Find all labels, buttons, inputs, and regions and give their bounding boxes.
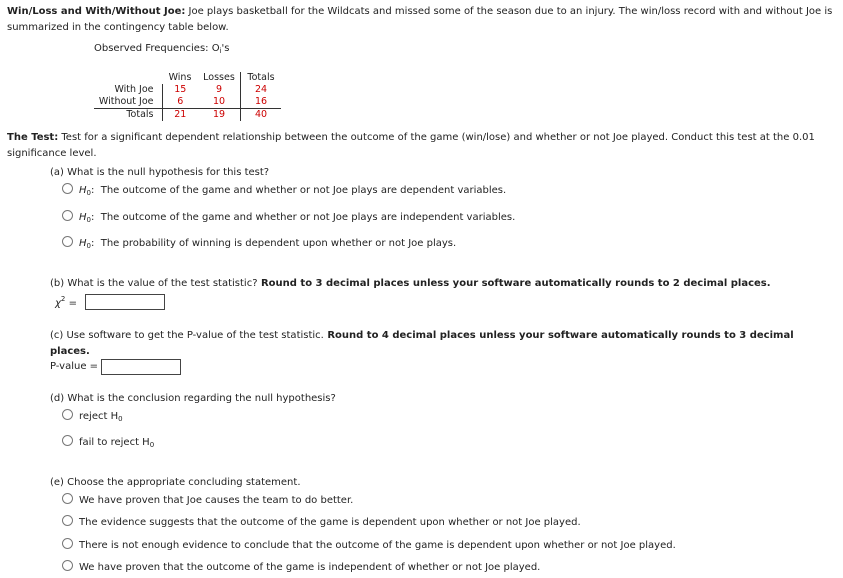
h0-sub: 0 <box>86 242 91 250</box>
option-text: There is not enough evidence to conclude that the outcome of the game is dependent upon whether or not Joe played. <box>79 540 676 551</box>
h0-sub: 0 <box>149 441 155 449</box>
test-paragraph <box>7 130 837 162</box>
part-d-question: (d) What is the conclusion regarding the null hypothesis? <box>50 393 336 404</box>
option-text: The probability of winning is dependent upon whether or not Joe plays. <box>100 238 457 249</box>
header-losses: Losses <box>203 72 235 83</box>
part-a-option-1[interactable]: $H_0$: The outcome of the game and whether or not Joe plays are dependent variables. <box>62 183 506 197</box>
header-wins: Wins <box>168 72 192 83</box>
table-header-row <box>94 72 281 84</box>
cell: 6 <box>162 96 198 109</box>
row-label: With Joe <box>114 84 154 95</box>
caption-tail: 's <box>221 43 230 54</box>
intro-text: Joe plays basketball for the Wildcats and missed some of the season due to an injury. The win/loss record with and without Joe is summarized in the contingency table below. <box>7 6 833 33</box>
option-text: reject H <box>79 411 119 422</box>
radio-button[interactable] <box>62 538 73 549</box>
part-e-option-3[interactable] <box>62 538 676 551</box>
intro-title: Win/Loss and With/Without Joe: <box>7 6 186 17</box>
header-totals: Totals <box>241 72 282 84</box>
radio-button[interactable] <box>62 560 73 571</box>
option-text: fail to reject H <box>79 437 150 448</box>
h0-symbol: H <box>79 212 87 223</box>
caption-sub: i <box>219 47 222 55</box>
part-e-option-2[interactable] <box>62 515 581 528</box>
row-label: Without Joe <box>94 96 162 109</box>
part-a-option-2[interactable]: $H_0$: The outcome of the game and whether or not Joe plays are independent variables. <box>62 210 515 224</box>
instruction-text: Round to 3 decimal places unless your software automatically rounds to 2 decimal places. <box>257 278 771 289</box>
cell: 15 <box>162 84 198 96</box>
radio-button[interactable] <box>62 493 73 504</box>
caption-text: Observed Frequencies: O <box>94 43 220 54</box>
part-e-question: (e) Choose the appropriate concluding statement. <box>50 477 301 488</box>
equals-sign: = <box>68 298 77 309</box>
option-text: We have proven that the outcome of the game is independent of whether or not Joe played. <box>79 562 541 573</box>
cell: 10 <box>198 96 241 109</box>
table-totals-row <box>94 109 281 122</box>
option-text: The outcome of the game and whether or not Joe plays are dependent variables. <box>100 185 507 196</box>
radio-button[interactable] <box>62 183 73 194</box>
radio-button[interactable] <box>62 409 73 420</box>
option-text: The evidence suggests that the outcome of the game is dependent upon whether or not Joe played. <box>79 517 581 528</box>
h0-sub: 0 <box>86 216 91 224</box>
option-text: The outcome of the game and whether or not Joe plays are independent variables. <box>100 212 516 223</box>
table-row <box>94 84 281 96</box>
question-text: (b) What is the value of the test statistic? <box>50 278 258 289</box>
table-row <box>94 96 281 109</box>
part-a-option-3[interactable]: $H_0$: The probability of winning is dependent upon whether or not Joe plays. <box>62 236 456 250</box>
h0-symbol: H <box>79 238 87 249</box>
chi-sup: 2 <box>60 295 66 303</box>
option-text: We have proven that Joe causes the team to do better. <box>79 495 354 506</box>
instruction-text: Round to 4 decimal places unless your software automatically rounds to 3 decimal places. <box>50 330 794 357</box>
radio-button[interactable] <box>62 236 73 247</box>
part-e-option-4[interactable] <box>62 560 540 573</box>
radio-button[interactable] <box>62 210 73 221</box>
h0-sub: 0 <box>86 189 91 197</box>
test-label: The Test: <box>7 132 59 143</box>
cell: 9 <box>215 84 223 95</box>
row-label: Totals <box>126 109 154 120</box>
part-a-question: (a) What is the null hypothesis for this test? <box>50 167 270 178</box>
part-d-option-fail-to-reject[interactable] <box>62 435 154 449</box>
pvalue-input[interactable] <box>101 359 181 375</box>
radio-button[interactable] <box>62 435 73 446</box>
question-text: (c) Use software to get the P-value of the test statistic. <box>50 330 324 341</box>
chi-square-label <box>55 295 77 309</box>
cell: 40 <box>241 109 282 122</box>
radio-button[interactable] <box>62 515 73 526</box>
cell: 19 <box>212 109 226 120</box>
part-d-option-reject[interactable] <box>62 409 123 423</box>
part-b-question <box>50 278 771 289</box>
test-statistic-input[interactable] <box>85 294 165 310</box>
pvalue-label: P-value = <box>50 361 99 372</box>
chi-symbol: χ <box>55 298 61 309</box>
part-e-option-1[interactable] <box>62 493 353 506</box>
table-caption <box>94 43 230 55</box>
cell: 16 <box>241 96 282 109</box>
cell: 21 <box>162 109 198 122</box>
intro-paragraph <box>7 4 837 36</box>
h0-symbol: H <box>79 185 87 196</box>
part-c-question <box>50 328 830 360</box>
contingency-table <box>94 72 281 121</box>
cell: 24 <box>241 84 282 96</box>
test-text: Test for a significant dependent relationship between the outcome of the game (win/lose) and whether or not Joe played. Conduct this test at the 0.01 significance level. <box>7 132 815 159</box>
h0-sub: 0 <box>118 415 123 423</box>
